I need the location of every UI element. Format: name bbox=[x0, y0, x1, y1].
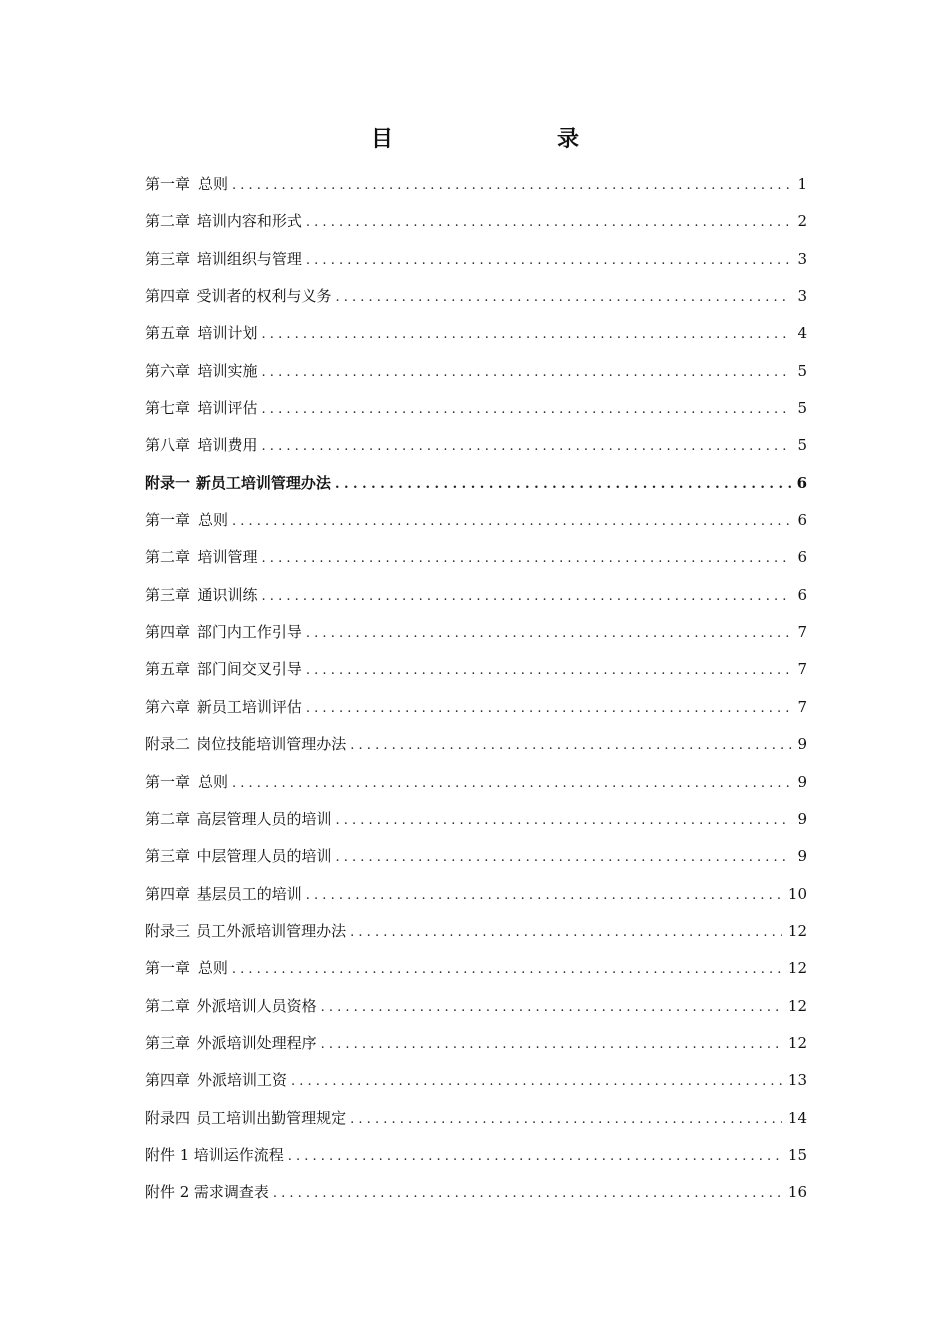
toc-entry bbox=[145, 651, 807, 688]
entry-page-number: 2 bbox=[797, 212, 807, 231]
toc-entry bbox=[145, 764, 807, 801]
entry-text: 外派培训人员资格 bbox=[196, 996, 317, 1015]
toc-entry bbox=[145, 241, 807, 278]
entry-page-number: 7 bbox=[797, 697, 807, 716]
entry-text: 岗位技能培训管理办法 bbox=[196, 735, 347, 754]
entry-label: 第二章 bbox=[145, 548, 191, 567]
entry-page-number: 9 bbox=[797, 772, 807, 791]
dot-leader bbox=[321, 989, 782, 1026]
entry-page-number: 9 bbox=[797, 847, 807, 866]
toc-entry bbox=[145, 988, 807, 1025]
toc-entry bbox=[145, 801, 807, 838]
entry-page-number: 16 bbox=[787, 1183, 807, 1202]
toc-entry bbox=[145, 353, 807, 390]
toc-entry-appendix bbox=[145, 913, 807, 950]
dot-leader bbox=[262, 578, 791, 615]
dot-leader bbox=[291, 1063, 782, 1100]
entry-text: 中层管理人员的培训 bbox=[196, 847, 332, 866]
entry-label: 第四章 bbox=[145, 623, 191, 642]
toc-entry bbox=[145, 950, 807, 987]
dot-leader bbox=[262, 354, 791, 391]
entry-label: 第二章 bbox=[145, 212, 191, 231]
entry-text: 培训运作流程 bbox=[193, 1145, 284, 1164]
entry-label: 第二章 bbox=[145, 996, 191, 1015]
dot-leader bbox=[350, 914, 782, 951]
entry-page-number: 12 bbox=[787, 996, 807, 1015]
toc-entry-appendix bbox=[145, 726, 807, 763]
entry-text: 新员工培训管理办法 bbox=[195, 473, 331, 492]
dot-leader bbox=[262, 391, 791, 428]
dot-leader bbox=[273, 1175, 782, 1212]
entry-text: 总则 bbox=[197, 175, 228, 193]
entry-text: 培训内容和形式 bbox=[196, 212, 302, 231]
toc-entry bbox=[145, 390, 807, 427]
entry-label: 第三章 bbox=[145, 1033, 191, 1052]
entry-text: 培训评估 bbox=[197, 399, 258, 418]
toc-entry-attachment bbox=[145, 1174, 807, 1211]
entry-text: 部门间交叉引导 bbox=[196, 660, 302, 679]
entry-page-number: 3 bbox=[797, 287, 807, 306]
entry-text: 总则 bbox=[197, 959, 228, 978]
entry-text: 培训费用 bbox=[197, 436, 258, 455]
entry-label: 第五章 bbox=[145, 660, 191, 679]
toc-entry bbox=[145, 1062, 807, 1099]
entry-label: 第一章 bbox=[145, 175, 191, 193]
toc-entry bbox=[145, 502, 807, 539]
toc-entry bbox=[145, 166, 807, 203]
toc-entry bbox=[145, 614, 807, 651]
entry-label: 附录四 bbox=[145, 1108, 191, 1127]
dot-leader bbox=[306, 877, 782, 914]
toc-entry bbox=[145, 278, 807, 315]
toc-entry bbox=[145, 315, 807, 352]
entry-text: 培训计划 bbox=[197, 324, 258, 343]
dot-leader bbox=[262, 316, 791, 353]
entry-text: 培训管理 bbox=[197, 548, 258, 567]
dot-leader bbox=[350, 727, 791, 764]
dot-leader bbox=[306, 615, 791, 652]
toc-title: 目 录 bbox=[370, 126, 619, 152]
entry-page-number: 13 bbox=[787, 1071, 807, 1090]
entry-label: 附录三 bbox=[145, 921, 191, 940]
entry-text: 外派培训处理程序 bbox=[196, 1033, 317, 1052]
toc-entry-attachment bbox=[145, 1137, 807, 1174]
dot-leader bbox=[306, 204, 791, 241]
entry-label: 第八章 bbox=[145, 436, 191, 455]
entry-page-number: 6 bbox=[797, 548, 807, 567]
dot-leader bbox=[335, 466, 791, 503]
dot-leader bbox=[232, 503, 791, 540]
dot-leader bbox=[306, 690, 791, 727]
entry-text: 部门内工作引导 bbox=[196, 623, 302, 642]
toc-entry bbox=[145, 427, 807, 464]
entry-page-number: 3 bbox=[797, 249, 807, 268]
toc-list bbox=[145, 166, 807, 1212]
dot-leader bbox=[306, 652, 791, 689]
entry-text: 受训者的权利与义务 bbox=[196, 287, 332, 306]
entry-label: 第五章 bbox=[145, 324, 191, 343]
entry-text: 通识训练 bbox=[197, 585, 258, 604]
entry-label: 附录二 bbox=[145, 735, 191, 754]
entry-label: 附件 1 bbox=[145, 1145, 190, 1164]
dot-leader bbox=[262, 540, 791, 577]
entry-page-number: 14 bbox=[787, 1108, 807, 1127]
entry-text: 需求调查表 bbox=[193, 1183, 269, 1202]
entry-text: 基层员工的培训 bbox=[196, 884, 302, 903]
dot-leader bbox=[335, 802, 791, 839]
dot-leader bbox=[335, 279, 791, 316]
entry-label: 第一章 bbox=[145, 772, 191, 791]
entry-text: 员工外派培训管理办法 bbox=[196, 921, 347, 940]
entry-page-number: 12 bbox=[787, 921, 807, 940]
entry-page-number: 5 bbox=[797, 399, 807, 418]
entry-label: 第三章 bbox=[145, 585, 191, 604]
toc-entry bbox=[145, 689, 807, 726]
toc-entry bbox=[145, 876, 807, 913]
entry-page-number: 12 bbox=[787, 1033, 807, 1052]
entry-label: 附件 2 bbox=[145, 1183, 190, 1202]
dot-leader bbox=[306, 242, 791, 279]
entry-label: 第六章 bbox=[145, 361, 191, 380]
entry-text: 新员工培训评估 bbox=[196, 697, 302, 716]
entry-page-number: 4 bbox=[797, 324, 807, 343]
entry-page-number: 9 bbox=[797, 809, 807, 828]
dot-leader bbox=[321, 1026, 782, 1063]
entry-text: 总则 bbox=[197, 772, 228, 791]
entry-page-number: 7 bbox=[797, 660, 807, 679]
entry-label: 第六章 bbox=[145, 697, 191, 716]
entry-page-number: 9 bbox=[797, 735, 807, 754]
dot-leader bbox=[232, 951, 782, 988]
entry-page-number: 12 bbox=[787, 959, 807, 978]
dot-leader bbox=[350, 1101, 782, 1138]
entry-page-number: 5 bbox=[797, 436, 807, 455]
toc-entry bbox=[145, 1025, 807, 1062]
entry-page-number: 15 bbox=[787, 1145, 807, 1164]
entry-label: 第一章 bbox=[145, 511, 191, 530]
toc-entry bbox=[145, 539, 807, 576]
entry-label: 第一章 bbox=[145, 959, 191, 978]
entry-text: 培训组织与管理 bbox=[196, 249, 302, 268]
dot-leader bbox=[262, 428, 791, 465]
entry-page-number: 6 bbox=[796, 473, 807, 492]
entry-page-number: 6 bbox=[797, 511, 807, 530]
entry-label: 第三章 bbox=[145, 847, 191, 866]
entry-page-number: 5 bbox=[797, 361, 807, 380]
entry-text: 员工培训出勤管理规定 bbox=[196, 1108, 347, 1127]
entry-page-number: 1 bbox=[797, 175, 807, 193]
toc-entry-appendix bbox=[145, 1100, 807, 1137]
entry-text: 高层管理人员的培训 bbox=[196, 809, 332, 828]
entry-label: 第七章 bbox=[145, 399, 191, 418]
toc-entry bbox=[145, 203, 807, 240]
dot-leader bbox=[232, 765, 791, 802]
entry-label: 第四章 bbox=[145, 287, 191, 306]
entry-page-number: 10 bbox=[787, 884, 807, 903]
entry-page-number: 6 bbox=[797, 585, 807, 604]
dot-leader bbox=[232, 167, 791, 204]
entry-label: 第三章 bbox=[145, 249, 191, 268]
dot-leader bbox=[288, 1138, 782, 1175]
entry-label: 第四章 bbox=[145, 1071, 191, 1090]
entry-text: 外派培训工资 bbox=[196, 1071, 287, 1090]
toc-entry bbox=[145, 577, 807, 614]
dot-leader bbox=[335, 839, 791, 876]
entry-label: 第四章 bbox=[145, 884, 191, 903]
entry-page-number: 7 bbox=[797, 623, 807, 642]
entry-label: 第二章 bbox=[145, 809, 191, 828]
entry-text: 培训实施 bbox=[197, 361, 258, 380]
entry-label: 附录一 bbox=[145, 473, 191, 492]
toc-entry-appendix bbox=[145, 465, 807, 502]
entry-text: 总则 bbox=[197, 511, 228, 530]
toc-entry bbox=[145, 838, 807, 875]
